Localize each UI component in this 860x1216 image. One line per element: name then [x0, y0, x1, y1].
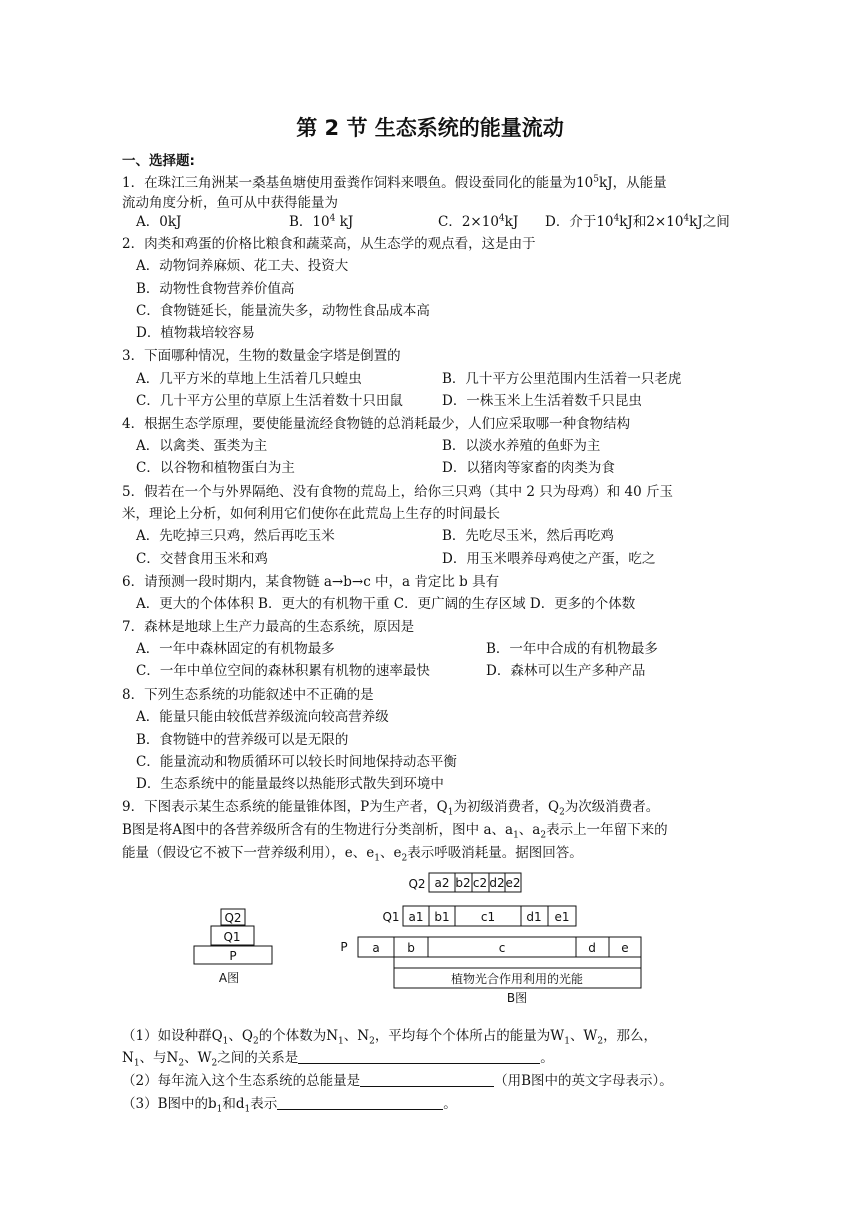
figB-p-label: P — [340, 940, 348, 954]
q3-stem: 3．下面哪种情况，生物的数量金字塔是倒置的 — [122, 348, 401, 364]
figB-q2-cell: b2 — [455, 876, 471, 890]
q8-option-b: B．食物链中的营养级可以是无限的 — [136, 732, 349, 748]
q8-option-a: A．能量只能由较低营养级流向较高营养级 — [136, 709, 389, 725]
figB-q2-cell: a2 — [434, 876, 450, 890]
q3-option-a: A．几平方米的草地上生活着几只蝗虫 — [136, 371, 362, 387]
figB-q2-cell: d2 — [489, 876, 505, 890]
figA-q2-label: Q2 — [224, 911, 242, 925]
q1-option-a: A．0kJ — [136, 214, 182, 230]
figB-p-cell: c — [498, 941, 506, 955]
q2-stem: 2．肉类和鸡蛋的价格比粮食和蔬菜高，从生态学的观点看，这是由于 — [122, 236, 536, 252]
q9-stem-line2: B图是将A图中的各营养级所含有的生物进行分类剖析，图中 a、$a_1$、$a_2$表示上一年留下来的 — [122, 822, 668, 841]
figB-q1-cell: d1 — [526, 910, 542, 924]
q7-option-a: A．一年中森林固定的有机物最多 — [136, 641, 335, 657]
q1-stem-line1: 1．在珠江三角洲某一桑基鱼塘使用蚕粪作饲料来喂鱼。假设蚕同化的能量为$10^5kJ$，从能量 — [122, 174, 667, 191]
q8-option-d: D．生态系统中的能量最终以热能形式散失到环境中 — [136, 776, 444, 792]
figB-p-cell: b — [407, 941, 415, 955]
figA-q1-label: Q1 — [223, 930, 241, 944]
q9-sub2: （2）每年流入这个生态系统的总能量是 （用B图中的英文字母表示）。 — [122, 1073, 673, 1089]
q3-option-b: B．几十平方公里范围内生活着一只老虎 — [442, 371, 682, 387]
q4-option-c: C．以谷物和植物蛋白为主 — [136, 460, 295, 476]
figB-q1-cell: e1 — [554, 910, 570, 924]
q4-option-a: A．以禽类、蛋类为主 — [136, 438, 268, 454]
q9-sub1-line1: （1）如设种群$Q_1$、$Q_2$的个体数为$N_1$、$N_2$，平均每个个体所占的能量为$W_1$、$W_2$，那么， — [122, 1028, 658, 1047]
q5-option-a: A．先吃掉三只鸡，然后再吃玉米 — [136, 528, 335, 544]
q7-option-c: C．一年中单位空间的森林积累有机物的速率最快 — [136, 663, 430, 679]
q8-option-c: C．能量流动和物质循环可以较长时间地保持动态平衡 — [136, 754, 457, 770]
q7-stem: 7．森林是地球上生产力最高的生态系统，原因是 — [122, 619, 415, 635]
figB-base-label: 植物光合作用利用的光能 — [450, 972, 584, 986]
q5-option-c: C．交替食用玉米和鸡 — [136, 551, 268, 567]
q7-option-d: D．森林可以生产多种产品 — [486, 663, 646, 679]
q1-option-d: D．介于$10^4kJ$和$2\times 10^4kJ$之间 — [545, 213, 730, 230]
figB-q1-label: Q1 — [382, 910, 400, 924]
figA-p-label: P — [229, 949, 237, 963]
figB-p-cell: a — [372, 941, 380, 955]
figA-caption: A图 — [218, 971, 240, 985]
figB-q1-cell: b1 — [434, 910, 450, 924]
figB-q1-cell: a1 — [408, 910, 424, 924]
q9-sub3: （3）B图中的$b_1$和$d_1$表示 。 — [122, 1096, 457, 1115]
q9-stem-line3: 能量（假设它不被下一营养级利用），e、$e_1$、$e_2$表示呼吸消耗量。据图回答。 — [122, 845, 583, 864]
q1-option-b: B．$10^4$ kJ — [289, 213, 354, 230]
q1-option-c: C．$2\times 10^4kJ$ — [438, 213, 519, 230]
page-title: 第 2 节 生态系统的能量流动 — [296, 116, 564, 140]
figB-q1-cell: c1 — [480, 910, 496, 924]
q2-option-d: D．植物栽培较容易 — [136, 325, 255, 341]
q4-option-b: B．以淡水养殖的鱼虾为主 — [442, 438, 601, 454]
q4-option-d: D．以猪肉等家畜的肉类为食 — [442, 460, 615, 476]
q2-option-b: B．动物性食物营养价值高 — [136, 281, 295, 297]
q5-stem-line2: 米，理论上分析，如何利用它们使你在此荒岛上生存的时间最长 — [122, 506, 500, 522]
q2-option-a: A．动物饲养麻烦、花工夫、投资大 — [136, 258, 349, 274]
answer-blank-2[interactable] — [360, 1072, 494, 1087]
answer-blank-1[interactable] — [298, 1049, 540, 1064]
q1-stem-line2: 流动角度分析，鱼可从中获得能量为 — [122, 195, 338, 211]
q9-stem-line1: 9．下图表示某生态系统的能量锥体图，P为生产者，$Q_1$为初级消费者，$Q_2$为次级消费者。 — [122, 799, 660, 818]
figB-p-cell: e — [621, 941, 629, 955]
q3-option-c: C．几十平方公里的草原上生活着数十只田鼠 — [136, 393, 403, 409]
energy-pyramid-figures — [0, 860, 860, 1020]
answer-blank-3[interactable] — [277, 1095, 443, 1110]
q5-stem-line1: 5．假若在一个与外界隔绝、没有食物的荒岛上，给你三只鸡（其中 2 只为母鸡）和 40 斤玉 — [122, 484, 674, 500]
q8-stem: 8．下列生态系统的功能叙述中不正确的是 — [122, 687, 374, 703]
figB-q2-label: Q2 — [408, 877, 426, 891]
figB-p-cell: d — [588, 941, 596, 955]
figB-q2-cell: c2 — [472, 876, 488, 890]
q9-sub1-line2: $N_1$、与$N_2$、$W_2$之间的关系是 。 — [122, 1050, 554, 1069]
q5-option-b: B．先吃尽玉米，然后再吃鸡 — [442, 528, 614, 544]
q6-options: A．更大的个体体积 B．更大的有机物干重 C．更广阔的生存区域 D．更多的个体数 — [136, 596, 636, 612]
figB-q2-cell: e2 — [505, 876, 521, 890]
section-heading: 一、选择题: — [122, 153, 195, 169]
q5-option-d: D．用玉米喂养母鸡使之产蛋，吃之 — [442, 551, 656, 567]
q6-stem: 6．请预测一段时期内，某食物链 a→b→c 中，a 肯定比 b 具有 — [122, 574, 500, 590]
q2-option-c: C．食物链延长，能量流失多，动物性食品成本高 — [136, 303, 430, 319]
figB-caption: B图 — [506, 991, 528, 1005]
q3-option-d: D．一株玉米上生活着数千只昆虫 — [442, 393, 642, 409]
q4-stem: 4．根据生态学原理，要使能量流经食物链的总消耗最少，人们应采取哪一种食物结构 — [122, 416, 631, 432]
q7-option-b: B．一年中合成的有机物最多 — [486, 641, 658, 657]
